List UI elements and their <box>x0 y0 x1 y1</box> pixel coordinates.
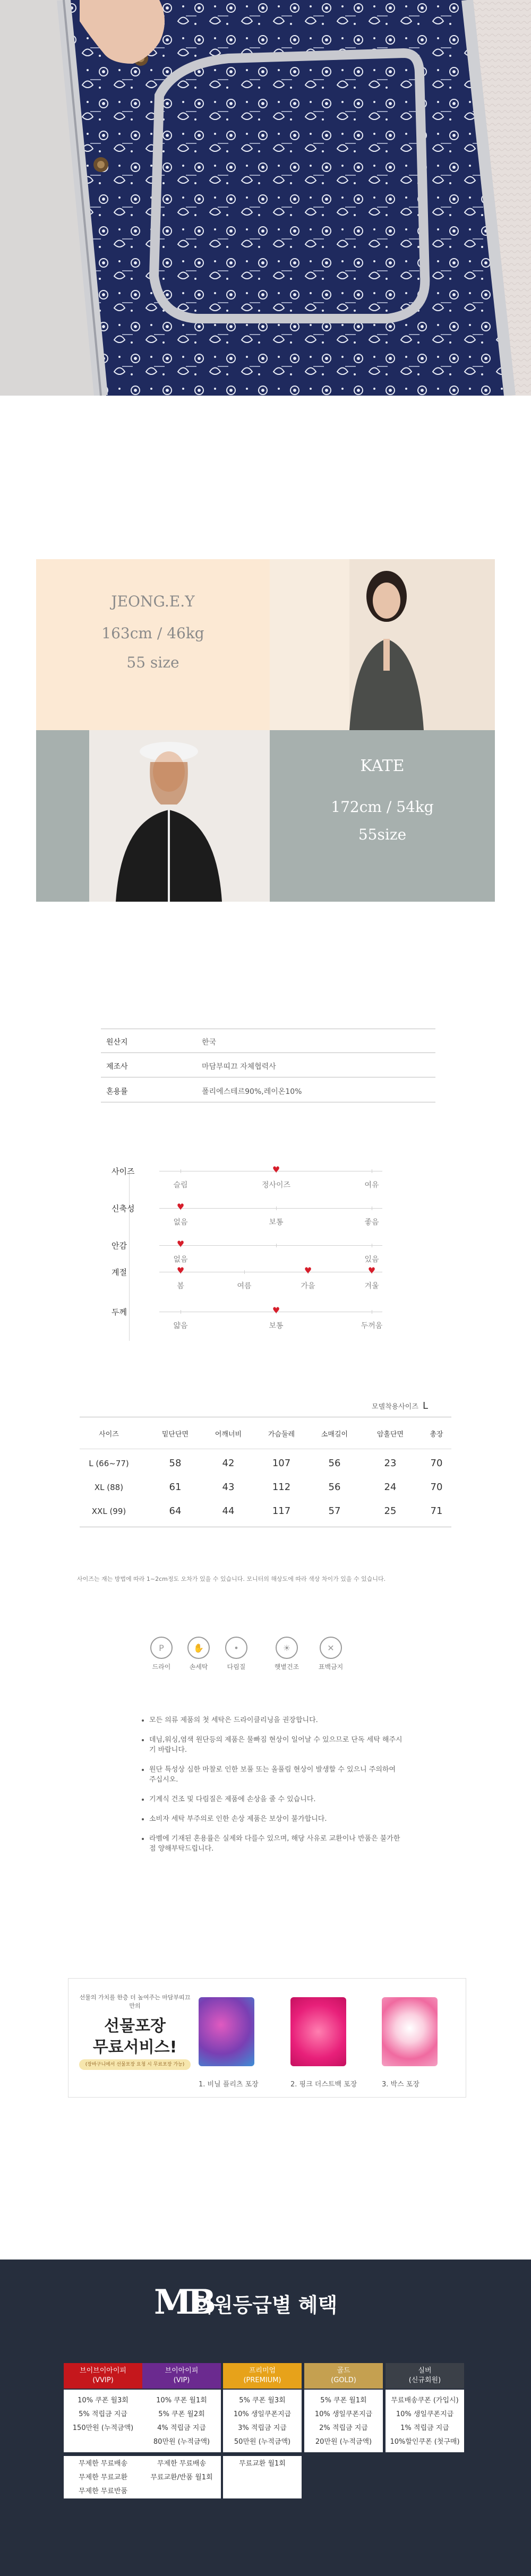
care-notes <box>141 1715 404 1863</box>
model-size-caption-label: 모델착용사이즈 <box>372 1403 418 1411</box>
care-label: 다림질 <box>227 1663 246 1671</box>
fit-tick <box>276 1244 277 1247</box>
tier-benefit: 4% 적립금 지급 <box>157 2424 206 2432</box>
tier-benefit: 50만원 (누적금액) <box>234 2438 291 2446</box>
gift-option-2-label: 2. 핑크 더스트백 포장 <box>290 2081 357 2089</box>
model-2-panel <box>270 730 495 902</box>
tier-perks <box>223 2456 302 2498</box>
tier-benefit: 5% 쿠폰 월1회 <box>320 2397 367 2404</box>
care-item <box>177 1637 220 1671</box>
fit-row-track <box>159 1208 382 1209</box>
size-table-cell: 58 <box>169 1458 182 1469</box>
care-note: • 원단 특성상 심한 마찰로 인한 보풀 또는 올풀림 현상이 발생할 수 있으니 주의하여 주십시오. <box>149 1765 404 1785</box>
size-table-cell: 107 <box>272 1458 291 1469</box>
tier-perks <box>64 2456 142 2498</box>
size-table-cell: 64 <box>169 1505 182 1517</box>
size-table-header: 어깨너비 <box>215 1431 242 1439</box>
tier-name: 골드 <box>337 2367 350 2375</box>
heart-icon: ♥ <box>176 1265 185 1276</box>
fit-option: 없음 <box>173 1255 188 1264</box>
fit-chart-axis <box>129 1171 130 1341</box>
model-1-size: 55 size <box>126 654 179 671</box>
size-table-cell: XXL (99) <box>91 1507 126 1516</box>
model-2-figure <box>36 730 270 902</box>
fit-option: 슬림 <box>173 1181 188 1189</box>
tier-benefits <box>64 2390 142 2452</box>
size-table-cell: 56 <box>328 1482 341 1493</box>
model-2-stats: 172cm / 54kg <box>331 798 434 816</box>
fit-row-label: 계절 <box>112 1268 127 1277</box>
heart-icon: ♥ <box>272 1165 280 1175</box>
size-table-cell: 71 <box>430 1505 443 1517</box>
tier-header <box>64 2363 142 2389</box>
tier-benefit: 5% 쿠폰 월2회 <box>158 2410 205 2418</box>
fit-option: 여름 <box>237 1282 252 1290</box>
tier-benefit: 2% 적립금 지급 <box>319 2424 368 2432</box>
tier-benefit: 10% 생일쿠폰지급 <box>396 2410 454 2418</box>
gift-option-3-image <box>382 1997 438 2066</box>
size-table-cell: 61 <box>169 1482 182 1493</box>
fit-tick <box>244 1270 245 1274</box>
spec-value-origin: 한국 <box>202 1038 217 1047</box>
size-table-header: 암홀단면 <box>376 1431 404 1439</box>
tier-benefit: 무료배송쿠폰 (가입시) <box>391 2397 459 2404</box>
size-table-cell: 57 <box>328 1505 341 1517</box>
tier-code: (신규회원) <box>408 2376 441 2384</box>
fit-row-label: 신축성 <box>112 1204 135 1213</box>
care-label: 표백금지 <box>318 1663 344 1671</box>
care-note: • 소비자 세탁 부주의로 인한 손상 제품은 보상이 불가합니다. <box>149 1814 404 1824</box>
model-1-panel <box>36 559 270 730</box>
tier-name: 프리미엄 <box>249 2367 276 2375</box>
tier-code: (VVIP) <box>92 2376 114 2384</box>
tier-benefit: 5% 적립금 지급 <box>79 2410 127 2418</box>
spec-label-fabric: 혼용률 <box>106 1088 128 1096</box>
care-note: • 라벨에 기재된 혼용률은 실제와 다를수 있으며, 해당 사유로 교환이나 반품은 불가한점 양해부탁드립니다. <box>149 1834 404 1854</box>
sun-dry-icon: ☀ <box>276 1637 298 1659</box>
tier-benefit: 10% 생일쿠폰지급 <box>314 2410 373 2418</box>
tier-benefit: 10% 생일쿠폰지급 <box>233 2410 292 2418</box>
model-size-caption-value: L <box>423 1400 429 1411</box>
size-table-cell: 42 <box>222 1458 235 1469</box>
fit-row-track <box>159 1245 382 1246</box>
size-table-cell: 117 <box>272 1505 291 1517</box>
tier-header <box>304 2363 383 2389</box>
tier-benefit: 3% 적립금 지급 <box>238 2424 287 2432</box>
care-item <box>310 1637 352 1671</box>
care-note: • 모든 의류 제품의 첫 세탁은 드라이클리닝을 권장합니다. <box>149 1715 404 1725</box>
care-note: • 데님,워싱,염색 원단등의 제품은 물빠짐 현상이 일어날 수 있으므로 단독 세탁 해주시기 바랍니다. <box>149 1735 404 1755</box>
size-table-cell: 25 <box>384 1505 397 1517</box>
size-table-cell: 23 <box>384 1458 397 1469</box>
tier-code: (VIP) <box>173 2376 190 2384</box>
gift-option-3-label: 3. 박스 포장 <box>382 2081 419 2089</box>
fit-option: 여유 <box>364 1181 379 1189</box>
no-bleach-icon: ✕ <box>320 1637 342 1659</box>
iron-icon: • <box>225 1637 247 1659</box>
fit-option: 있음 <box>364 1255 379 1264</box>
tier-name: 브이아이피 <box>165 2367 199 2375</box>
model-size-caption <box>372 1400 428 1411</box>
membership-title: 회원등급별 혜택 <box>194 2293 338 2317</box>
size-table-cell: 56 <box>328 1458 341 1469</box>
fit-option: 가을 <box>301 1282 315 1290</box>
model-2-name: KATE <box>360 757 405 775</box>
heart-icon: ♥ <box>367 1265 376 1276</box>
fit-option: 봄 <box>177 1282 184 1290</box>
tier-benefit: 80만원 (누적금액) <box>153 2438 210 2446</box>
tier-header <box>223 2363 302 2389</box>
model-1-name: JEONG.E.Y <box>111 593 195 610</box>
membership-section <box>0 2260 531 2576</box>
gift-tag: (장바구니에서 선물포장 요청 시 무료포장 가능) <box>79 2059 191 2070</box>
care-label: 드라이 <box>152 1663 171 1671</box>
tier-header <box>386 2363 464 2389</box>
tier-benefit: 1% 적립금 지급 <box>400 2424 449 2432</box>
gift-option-2-image <box>290 1997 346 2066</box>
size-table-cell: 24 <box>384 1482 397 1493</box>
membership-logo: MB <box>154 2282 212 2322</box>
model-1-stats: 163cm / 46kg <box>101 624 204 642</box>
heart-icon: ♥ <box>176 1239 185 1249</box>
size-table-cell: 70 <box>430 1482 443 1493</box>
size-table-header: 밑단단면 <box>161 1431 189 1439</box>
size-table-header: 가슴둘레 <box>268 1431 295 1439</box>
tier-benefits <box>223 2390 302 2452</box>
size-table-cell: 112 <box>272 1482 291 1493</box>
tier-perk: 무제한 무료반품 <box>78 2487 128 2495</box>
gift-title-1: 선물포장 <box>104 2017 166 2035</box>
size-table-header: 소매길이 <box>321 1431 348 1439</box>
model-2-photo <box>36 730 270 902</box>
hand-wash-icon: ✋ <box>187 1637 210 1659</box>
fit-option: 보통 <box>269 1322 284 1330</box>
tier-perk: 무료교환/반품 월1회 <box>150 2474 213 2481</box>
tier-code: (PREMIUM) <box>243 2376 281 2384</box>
heart-icon: ♥ <box>304 1265 312 1276</box>
spec-label-maker: 제조사 <box>106 1063 128 1071</box>
tier-perks <box>142 2456 221 2498</box>
size-table-cell: XL (88) <box>94 1483 124 1492</box>
tier-header <box>142 2363 221 2389</box>
fit-option: 얇음 <box>173 1322 188 1330</box>
size-table-cell: 44 <box>222 1505 235 1517</box>
size-note: 사이즈는 재는 방법에 따라 1~2cm정도 오차가 있을 수 있습니다. 모니터의 해상도에 따라 색상 차이가 있을 수 있습니다. <box>77 1576 386 1582</box>
tier-benefits <box>304 2390 383 2452</box>
spec-label-origin: 원산지 <box>106 1038 128 1047</box>
tier-benefit: 10% 쿠폰 월1회 <box>156 2397 207 2404</box>
dry-clean-icon: P <box>150 1637 173 1659</box>
size-table-cell: 70 <box>430 1458 443 1469</box>
gift-option-1-image <box>199 1997 254 2066</box>
fit-option: 좋음 <box>364 1218 379 1227</box>
fit-option: 없음 <box>173 1218 188 1227</box>
tier-benefit: 150만원 (누적금액) <box>72 2424 134 2432</box>
model-info-section <box>36 559 495 902</box>
tier-benefit: 5% 쿠폰 월3회 <box>239 2397 286 2404</box>
fit-row-label: 두께 <box>112 1307 127 1317</box>
gift-title-2: 무료서비스! <box>92 2038 177 2057</box>
tier-perk: 무료교환 월1회 <box>239 2460 286 2468</box>
tier-benefit: 10%할인쿠폰 (첫구매) <box>390 2438 460 2446</box>
care-note: • 기계식 건조 및 다림질은 제품에 손상을 줄 수 있습니다. <box>149 1794 404 1804</box>
tier-benefit: 20만원 (누적금액) <box>315 2438 372 2446</box>
fit-option: 보통 <box>269 1218 284 1227</box>
fit-option: 두꺼움 <box>361 1322 383 1330</box>
heart-icon: ♥ <box>176 1202 185 1212</box>
tier-perk: 무제한 무료배송 <box>78 2460 128 2468</box>
model-1-photo <box>270 559 495 730</box>
hero-product-photo <box>0 0 531 396</box>
tier-benefit: 10% 쿠폰 월3회 <box>78 2397 129 2404</box>
tier-benefits <box>386 2390 464 2452</box>
care-item <box>140 1637 183 1671</box>
fit-row-label: 안감 <box>112 1241 127 1251</box>
size-table-cell: L (66~77) <box>89 1459 129 1468</box>
size-table-cell: 43 <box>222 1482 235 1493</box>
size-table-header: 사이즈 <box>99 1431 119 1439</box>
fit-option: 겨울 <box>364 1282 379 1290</box>
fit-option: 정사이즈 <box>261 1181 291 1189</box>
model-2-size: 55size <box>358 826 407 843</box>
gift-intro: 선물의 가치를 한층 더 높여주는 마담부띠끄 만의 <box>79 1994 191 2009</box>
tier-benefits <box>142 2390 221 2452</box>
heart-icon: ♥ <box>272 1305 280 1315</box>
spec-value-maker: 마담부띠끄 자체협력사 <box>202 1063 276 1071</box>
care-item <box>266 1637 308 1671</box>
model-1-figure <box>270 559 495 730</box>
tier-code: (GOLD) <box>331 2376 356 2384</box>
spec-value-fabric: 폴리에스테르90%,레이온10% <box>202 1088 302 1096</box>
fit-tick <box>276 1206 277 1210</box>
care-label: 손세탁 <box>189 1663 208 1671</box>
care-label: 햇볕건조 <box>274 1663 299 1671</box>
spec-divider <box>101 1052 435 1053</box>
gift-option-1-label: 1. 비닐 플리츠 포장 <box>199 2081 259 2089</box>
tier-name: 브이브이아이피 <box>80 2367 126 2375</box>
tier-perk: 무제한 무료배송 <box>157 2460 207 2468</box>
gift-banner <box>68 1978 466 2098</box>
tier-name: 실버 <box>418 2367 432 2375</box>
care-item <box>215 1637 258 1671</box>
fit-row-label: 사이즈 <box>112 1167 135 1176</box>
vest-illustration <box>0 0 531 396</box>
size-table-header: 총장 <box>430 1431 443 1439</box>
tier-perk: 무제한 무료교환 <box>78 2474 128 2481</box>
